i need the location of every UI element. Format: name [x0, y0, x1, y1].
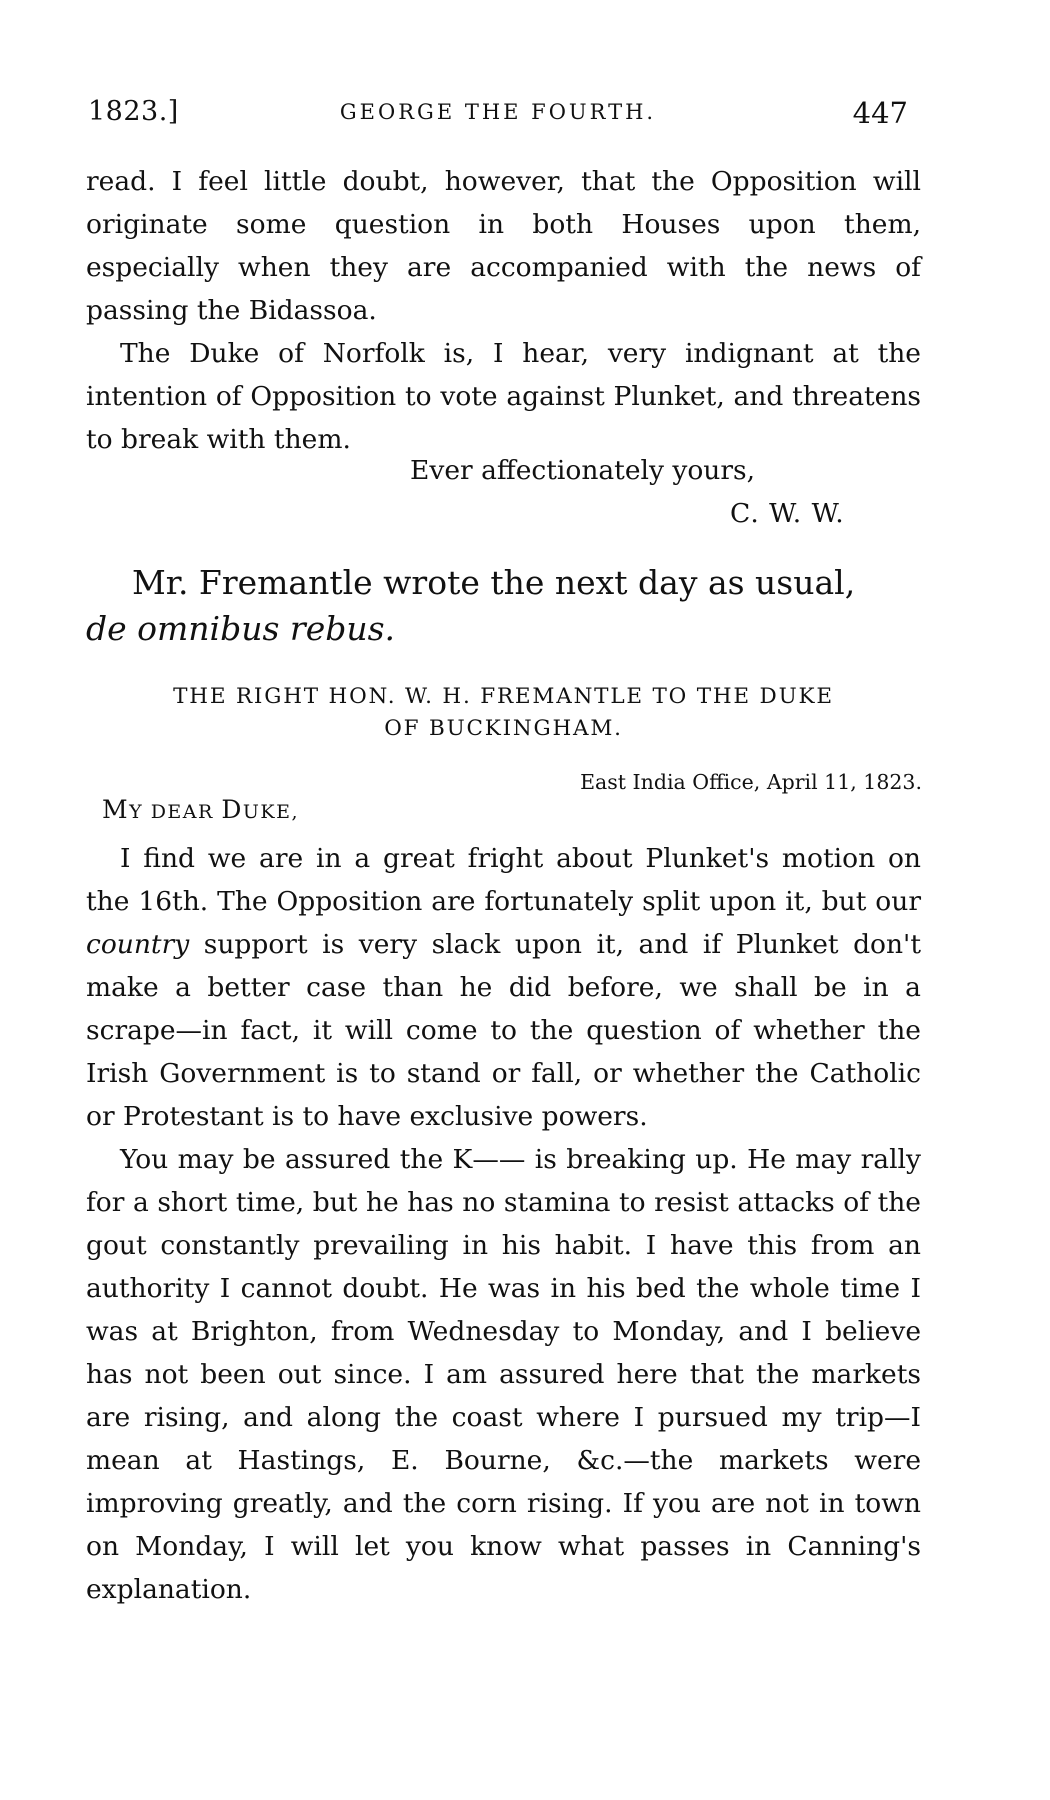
letter1-closing: Ever affectionately yours,: [410, 455, 756, 486]
letter2-heading: [86, 681, 921, 745]
salutation-cap-m: M: [102, 795, 130, 824]
letter2-para1-emphasis: country: [86, 929, 190, 960]
letter2-body: [86, 837, 921, 1611]
letter2-heading-line-1: THE RIGHT HON. W. H. FREMANTLE TO THE DUKE: [173, 684, 834, 709]
letter1-signature: C. W. W.: [730, 498, 845, 529]
intro-text: Mr. Fremantle wrote the next day as usual,: [132, 563, 856, 602]
letter2-dateline: East India Office, April 11, 1823.: [580, 770, 922, 794]
intro-text-wrapper: [86, 560, 921, 652]
letter2-paragraph-1: [86, 837, 921, 1138]
running-header: [88, 96, 908, 136]
letter2-para1-part-a: I find we are in a great fright about Plunket's motion on the 16th. The Opposition are fortunately split upon it, but our: [86, 843, 921, 917]
editorial-intro: [86, 560, 921, 652]
salutation-small-caps-2: UKE,: [242, 801, 300, 823]
letter1-body: [86, 160, 921, 461]
letter1-paragraph-1: read. I feel little doubt, however, that the Opposition will originate some question in both Houses upon them, especially when they are accompanied with the news of passing the Bidassoa.: [86, 166, 921, 326]
salutation-cap-d: D: [221, 795, 243, 824]
header-year: 1823.]: [88, 96, 179, 127]
letter2-salutation: [102, 795, 299, 824]
letter2-para1-part-b: support is very slack upon it, and if Plunket don't make a better case than he did before, we shall be in a scrape—in fact, it will come to the question of whether the Irish Government is to stand or fall, or whether the Catholic or Protestant is to have exclusive powers.: [86, 929, 921, 1132]
letter1-paragraph-2: The Duke of Norfolk is, I hear, very indignant at the intention of Opposition to vote against Plunket, and threatens to break with them.: [86, 338, 921, 455]
letter2-paragraph-2: You may be assured the K—— is breaking up. He may rally for a short time, but he has no stamina to resist attacks of the gout constantly prevailing in his habit. I have this from an authority I cannot doubt. He was in his bed the whole time I was at Brighton, from Wednesday to Monday, and I believe has not been out since. I am assured here that the markets are rising, and along the coast where I pursued my trip—I mean at Hastings, E. Bourne, &c.—the markets were improving greatly, and the corn rising. If you are not in town on Monday, I will let you know what passes in Canning's explanation.: [86, 1144, 921, 1605]
letter2-heading-line-2: OF BUCKINGHAM.: [384, 716, 623, 741]
salutation-small-caps-1: Y DEAR: [129, 801, 222, 823]
header-title: GEORGE THE FOURTH.: [339, 100, 657, 124]
intro-latin-phrase: de omnibus rebus.: [86, 609, 396, 648]
page-number: 447: [852, 96, 908, 130]
